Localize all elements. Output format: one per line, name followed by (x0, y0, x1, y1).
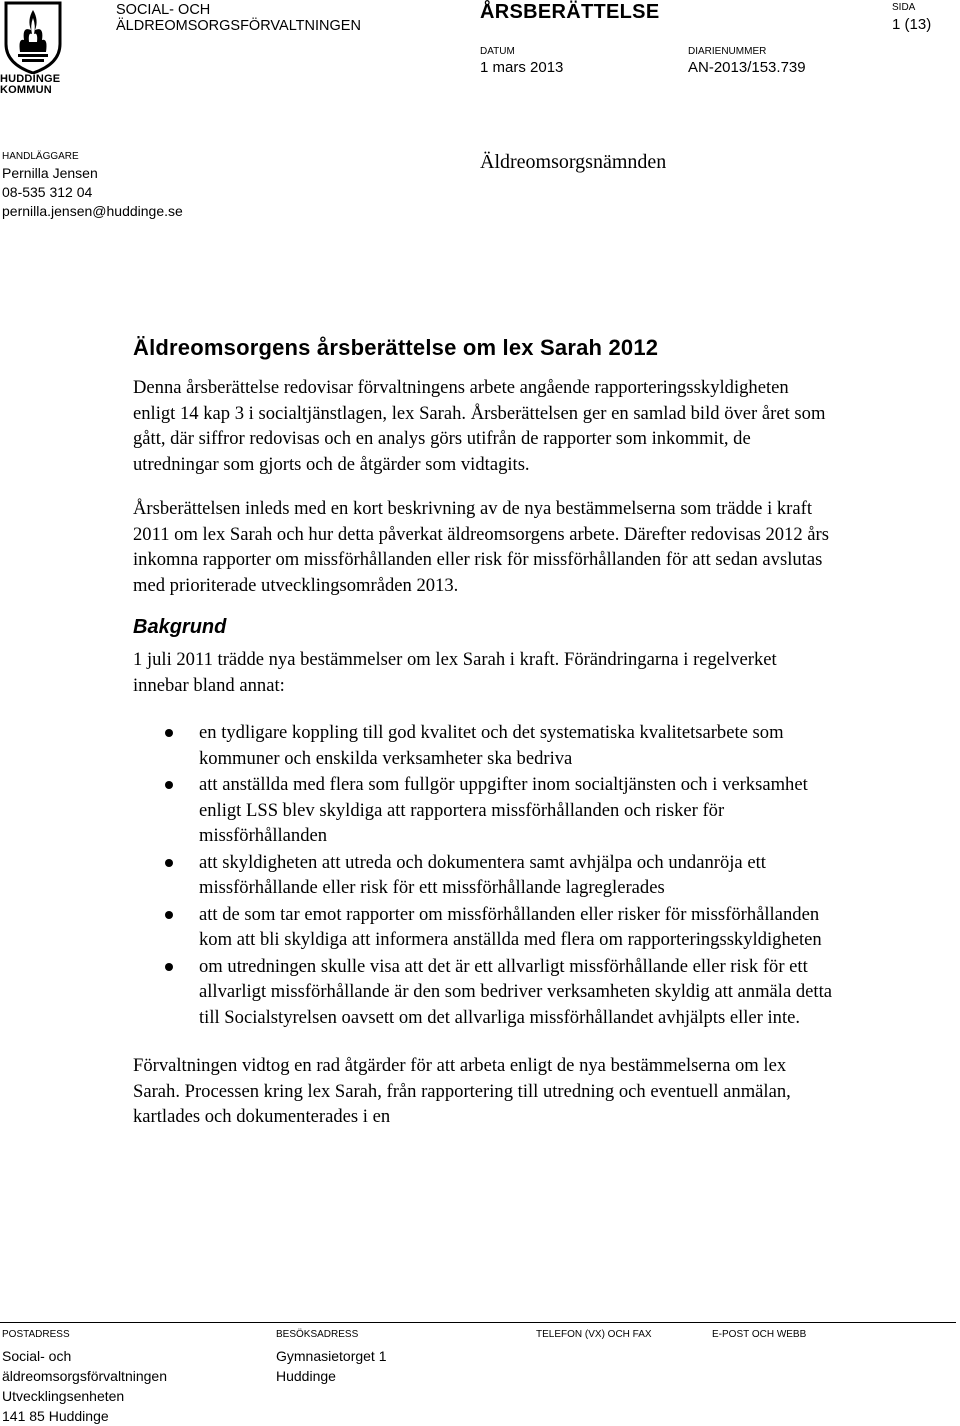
coat-of-arms-icon (0, 0, 66, 74)
document-body (133, 335, 833, 1130)
list-item (133, 772, 833, 849)
list-item (133, 902, 833, 953)
phone-fax-label: TELEFON (VX) OCH FAX (536, 1329, 652, 1340)
logo-text-kommun: KOMMUN (0, 84, 52, 96)
bullet-icon (165, 729, 173, 737)
organization-name (116, 2, 361, 34)
postal-address-line: Utvecklingsenheten (2, 1388, 125, 1404)
case-officer-info (2, 164, 183, 221)
page-number: 1 (13) (892, 16, 932, 33)
org-line-1: SOCIAL- OCH (116, 2, 211, 18)
case-officer-phone: 08-535 312 04 (2, 184, 93, 200)
bullet-icon (165, 859, 173, 867)
list-item (133, 850, 833, 901)
case-officer-email[interactable]: pernilla.jensen@huddinge.se (2, 203, 183, 219)
bullet-icon (165, 963, 173, 971)
paragraph-overview: Årsberättelsen inleds med en kort beskrivning av de nya bestämmelserna som trädde i kraft 2011 om lex Sarah och hur detta påverkat äldreomsorgens arbete. Därefter redovisas 2012 års inkomna rapporter om missförhållanden eller risk för missförhållanden för att sedan avslutas med prioriterade utvecklingsområden 2013. (133, 498, 829, 596)
list-item (133, 720, 833, 771)
postal-address-line: Social- och (2, 1348, 72, 1364)
postal-address-line: 141 85 Huddinge (2, 1408, 109, 1424)
case-officer-label: HANDLÄGGARE (2, 151, 79, 162)
document-type: ÅRSBERÄTTELSE (480, 1, 660, 23)
diary-number-label: DIARIENUMMER (688, 46, 767, 57)
recipient: Äldreomsorgsnämnden (480, 151, 667, 173)
heading-bakgrund: Bakgrund (133, 616, 227, 638)
postal-address (2, 1346, 167, 1426)
paragraph-measures: Förvaltningen vidtog en rad åtgärder för att arbeta enligt de nya bestämmelserna om lex Sarah. Processen kring lex Sarah, från rapportering till utredning och eventuell anmälan, kartlades och dokumenterades i en (133, 1055, 791, 1127)
list-item-text: en tydligare koppling till god kvalitet och det systematiska kvalitetsarbete som kommuner och enskilda verksamheter ska bedriva (199, 722, 784, 769)
diary-number-value: AN-2013/153.739 (688, 59, 806, 76)
huddinge-logo (0, 0, 66, 100)
visiting-address-label: BESÖKSADRESS (276, 1329, 359, 1340)
visiting-address-line: Huddinge (276, 1368, 336, 1384)
changes-list (133, 720, 833, 1030)
list-item (133, 954, 833, 1031)
postal-address-label: POSTADRESS (2, 1329, 70, 1340)
page-label: SIDA (892, 2, 916, 13)
list-item-text: om utredningen skulle visa att det är ett allvarligt missförhållande eller risk för ett allvarligt missförhållande är den som bedriver verksamheten skyldig att anmäla detta till Socialstyrelsen oavsett om det allvarliga missförhållandet avhjälpts eller inte. (199, 955, 833, 1028)
org-line-2: ÄLDREOMSORGSFÖRVALTNINGEN (116, 18, 361, 34)
document-title: Äldreomsorgens årsberättelse om lex Sarah 2012 (133, 335, 659, 360)
date-label: DATUM (480, 46, 515, 57)
footer-divider (0, 1322, 956, 1323)
logo-text-huddinge: HUDDINGE (0, 73, 61, 85)
bullet-icon (165, 911, 173, 919)
list-item-text: att skyldigheten att utreda och dokumentera samt avhjälpa och undanröja ett missförhållande eller risk för ett missförhållande lagreglerades (199, 851, 766, 898)
list-item-text: att anställda med flera som fullgör uppgifter inom socialtjänsten och i verksamhet enligt LSS blev skyldiga att rapportera missförhållanden och risker för missförhållanden (199, 774, 808, 846)
paragraph-intro: Denna årsberättelse redovisar förvaltningens arbete angående rapporteringsskyldigheten enligt 14 kap 3 i socialtjänstlagen, lex Sarah. Årsberättelsen ger en samlad bild över året som gått, där siffror redovisas och en analys görs utifrån de rapporter som inkommit, de utredningar som gjorts och de åtgärder som vidtagits. (133, 377, 826, 475)
visiting-address (276, 1346, 387, 1386)
email-web-label: E-POST OCH WEBB (712, 1329, 807, 1340)
bullet-icon (165, 781, 173, 789)
case-officer-name: Pernilla Jensen (2, 165, 98, 181)
visiting-address-line: Gymnasietorget 1 (276, 1348, 387, 1364)
paragraph-background: 1 juli 2011 trädde nya bestämmelser om lex Sarah i kraft. Förändringarna i regelverket innebar bland annat: (133, 649, 777, 696)
date-value: 1 mars 2013 (480, 59, 564, 76)
list-item-text: att de som tar emot rapporter om missförhållanden eller risker för missförhållanden kom att bli skyldiga att informera anställda med flera om rapporteringsskyldigheten (199, 903, 822, 950)
postal-address-line: äldreomsorgsförvaltningen (2, 1368, 167, 1384)
